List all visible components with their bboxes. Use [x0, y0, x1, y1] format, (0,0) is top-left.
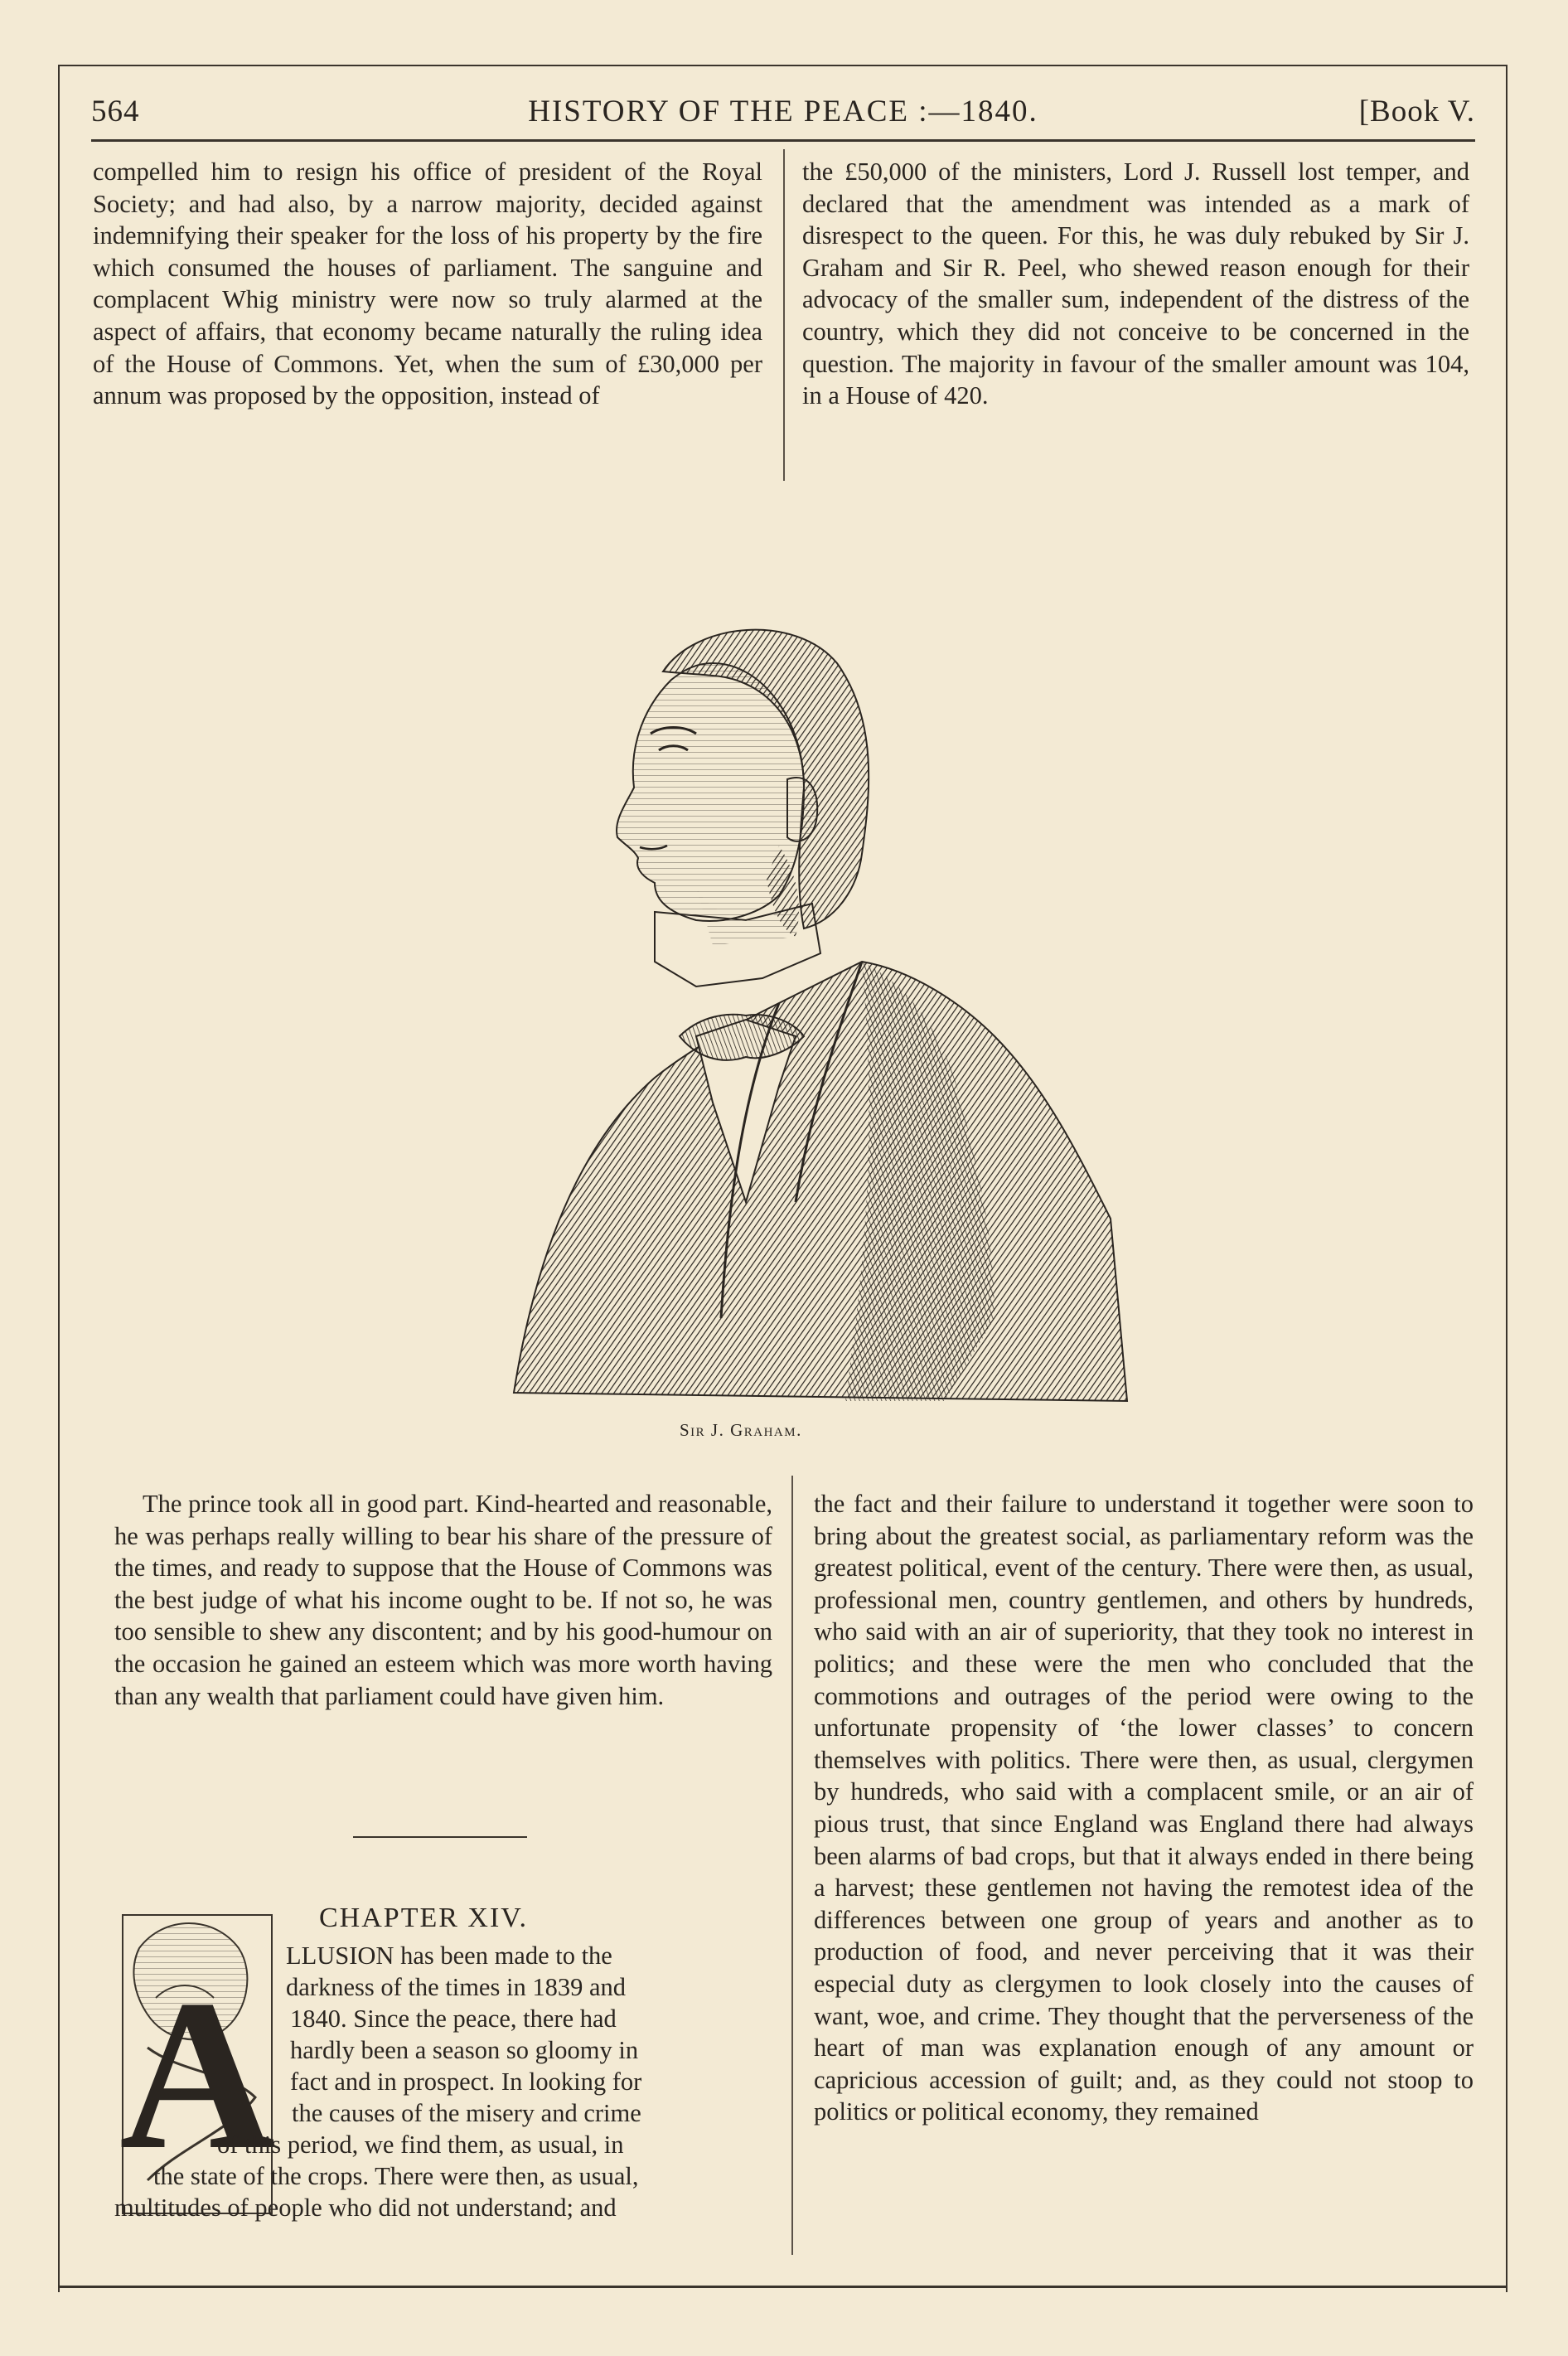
prince-paragraph-text: The prince took all in good part. Kind-hearted and reasonable, he was perhaps really willing to bear his share of the pressure of the times, and ready to suppose that the House of Commons was the best judge of what his income ought to be. If not so, he was too sensible to shew any discontent; and by his good-humour on the occasion he gained an esteem which was more worth having than any wealth that parliament could have given him. [114, 1490, 772, 1710]
chapter-line-9: multitudes of people who did not understand; and [114, 2194, 617, 2222]
bottom-right-text: the fact and their failure to understand it together were soon to bring about the greatest social, as parliamentary reform was the greatest political, event of the century. There were then, as usual, professional men, country gentlemen, and others by hundreds, who said with an air of superiority, that they took no interest in politics; and these were the men who concluded that the commotions and outrages of the period were owing to the unfortunate propensity of ‘the lower classes’ to concern themselves with politics. There were then, as usual, clergymen by hundreds, who said with a complacent smile, or an air of pious trust, that since England was England there had always been alarms of bad crops, but that it always ended in there being a harvest; these gentlemen not having the remotest idea of the differences between one group of years and another as to production of food, and never perceiving that it was their especial duty as clergymen to look closely into the causes of want, woe, and crime. They thought that the perverseness of the heart of man was explanation enough of any amount or capricious accession of guilt; and, as they could not stoop to politics or political economy, they remained [814, 1490, 1474, 2126]
chapter-line-8: the state of the crops. There were then, as usual, [153, 2162, 639, 2190]
portrait-engraving [448, 572, 1177, 1418]
figure-caption: Sir J. Graham. [680, 1420, 802, 1440]
drop-cap-letter: A [119, 1956, 275, 2194]
running-header [91, 87, 1475, 137]
chapter-line-3: 1840. Since the peace, there had [290, 2005, 617, 2033]
running-title: HISTORY OF THE PEACE :—1840. [528, 95, 1038, 128]
top-column-divider [783, 149, 785, 481]
top-left-text: compelled him to resign his office of president of the Royal Society; and had also, by a narrow majority, decided against indemnifying their speaker for the loss of his property by the fire which consumed the houses of parliament. The sanguine and complacent Whig ministry were now so truly alarmed at the aspect of affairs, that economy became naturally the ruling idea of the House of Commons. Yet, when the sum of £30,000 per annum was proposed by the opposition, instead of [93, 158, 762, 410]
bottom-left-paragraph [114, 1488, 772, 1712]
chapter-line-6: the causes of the misery and crime [292, 2099, 641, 2127]
chapter-line-4: hardly been a season so gloomy in [290, 2036, 639, 2064]
chapter-line-5: fact and in prospect. In looking for [290, 2068, 642, 2096]
header-rule [91, 139, 1475, 142]
page-number: 564 [91, 95, 140, 128]
bottom-right-column [814, 1488, 1474, 2128]
chapter-line-2: darkness of the times in 1839 and [286, 1973, 626, 2001]
chapter-line-1: LLUSION has been made to the [286, 1942, 612, 1970]
chapter-line-7: of this period, we find them, as usual, in [217, 2131, 624, 2159]
section-rule [353, 1836, 527, 1838]
top-right-column [802, 156, 1469, 412]
top-left-column [93, 156, 762, 412]
top-right-text: the £50,000 of the ministers, Lord J. Russell lost temper, and declared that the amendment was intended as a mark of disrespect to the queen. For this, he was duly rebuked by Sir J. Graham and Sir R. Peel, who shewed reason enough for their advocacy of the smaller sum, independent of the distress of the country, which they did not conceive to be concerned in the question. The majority in favour of the smaller amount was 104, in a House of 420. [802, 158, 1469, 410]
bottom-column-divider [791, 1476, 793, 2255]
book-label: [Book V. [1358, 95, 1475, 128]
chapter-heading: CHAPTER XIV. [319, 1903, 528, 1933]
bottom-rule [58, 2286, 1508, 2288]
